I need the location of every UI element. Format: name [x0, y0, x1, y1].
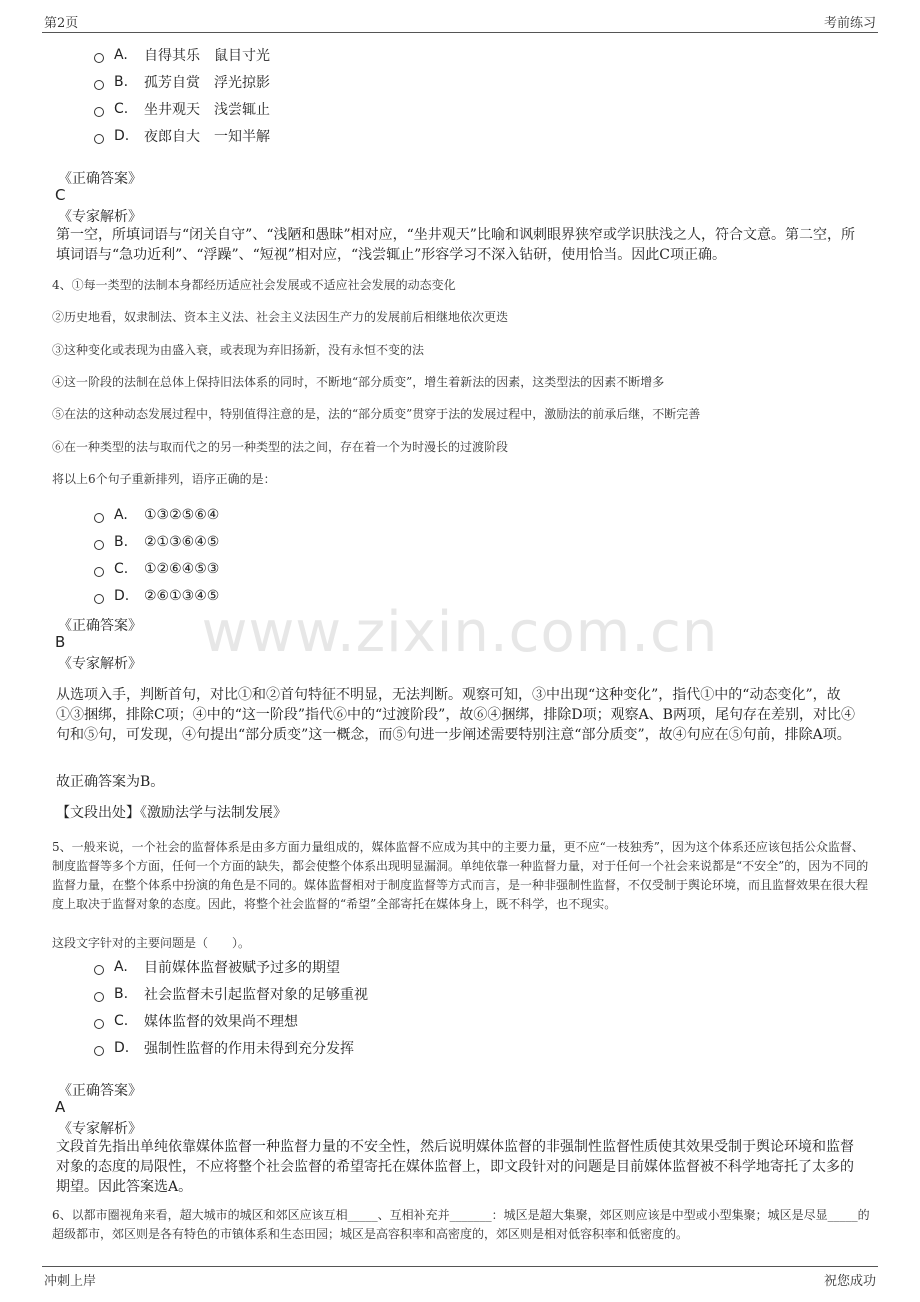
option-c[interactable]	[94, 1010, 298, 1032]
conclusion-text: 故正确答案为B。	[56, 774, 165, 790]
option-text: 坐井观天 浅尝辄止	[144, 102, 270, 118]
answer-label: 《正确答案》	[58, 1083, 142, 1099]
option-d[interactable]	[94, 125, 270, 147]
radio-icon[interactable]	[94, 513, 104, 523]
answer-label: 《正确答案》	[58, 171, 142, 187]
radio-icon[interactable]	[94, 567, 104, 577]
question-text: 5、一般来说，一个社会的监督体系是由多方面力量组成的，媒体监督不应成为其中的主要力量，更不应“一枝独秀”，因为这个体系还应该包括公众监督、制度监督等多个方面，任何一个方面的缺失，都会使整个体系出现明显漏洞。单纯依靠一种监督力量，对于任何一个社会来说都是“不安全”的，因为不同的监督力量，在整个体系中扮演的角色是不同的。媒体监督相对于制度监督等方式而言，是一种非强制性监督，不仅受制于舆论环境，而且监督效果在很大程度上取决于监督对象的态度。因此，将整个社会监督的“希望”全部寄托在媒体身上，既不科学，也不现实。	[52, 840, 869, 911]
option-text: 强制性监督的作用未得到充分发挥	[144, 1041, 354, 1057]
option-text: 孤芳自赏 浮光掠影	[144, 75, 270, 91]
question-prompt: 这段文字针对的主要问题是（ ）。	[52, 936, 251, 950]
option-text: 媒体监督的效果尚不理想	[144, 1014, 298, 1030]
option-text: ①③②⑤⑥④	[144, 507, 220, 523]
option-d[interactable]	[94, 585, 219, 607]
header-divider	[42, 32, 878, 33]
question-prompt: 将以上6个句子重新排列，语序正确的是：	[52, 472, 276, 486]
radio-icon[interactable]	[94, 134, 104, 144]
question-line: ④这一阶段的法制在总体上保持旧法体系的同时，不断地“部分质变”，增生着新法的因素，这类型法的因素不断增多	[52, 375, 665, 389]
radio-icon[interactable]	[94, 1046, 104, 1056]
question-line: 4、①每一类型的法制本身都经历适应社会发展或不适应社会发展的动态变化	[52, 278, 456, 292]
analysis-label: 《专家解析》	[58, 209, 142, 225]
analysis-text: 从选项入手，判断首句，对比①和②首句特征不明显，无法判断。观察可知，③中出现“这种变化”，指代①中的“动态变化”，故①③捆绑，排除C项；④中的“这一阶段”指代⑥中的“过渡阶段”，故⑥④捆绑，排除D项；观察A、B两项，尾句存在差别，对比④句和⑤句，可发现，④句提出“部分质变”这一概念，而⑤句进一步阐述需要特别注意“部分质变”，故④句应在⑤句前，排除A项。	[56, 687, 855, 743]
radio-icon[interactable]	[94, 965, 104, 975]
watermark: www.zixin.com.cn	[201, 600, 719, 665]
option-a[interactable]	[94, 504, 219, 526]
option-a[interactable]	[94, 956, 340, 978]
option-a[interactable]	[94, 44, 270, 66]
option-text: 目前媒体监督被赋予过多的期望	[144, 960, 340, 976]
analysis-text: 文段首先指出单纯依靠媒体监督一种监督力量的不安全性，然后说明媒体监督的非强制性监督性质使其效果受制于舆论环境和监督对象的态度的局限性，不应将整个社会监督的希望寄托在媒体监督上，即文段针对的问题是目前媒体监督被不科学地寄托了太多的期望。因此答案选A。	[56, 1139, 854, 1195]
option-letter: A.	[114, 47, 128, 63]
answer-value: A	[55, 1098, 66, 1116]
option-c[interactable]	[94, 98, 270, 120]
option-c[interactable]	[94, 558, 219, 580]
footer-left: 冲刺上岸	[44, 1274, 97, 1289]
option-b[interactable]	[94, 71, 270, 93]
page-number: 第2页	[44, 16, 79, 31]
question-line: ⑤在法的这种动态发展过程中，特别值得注意的是，法的“部分质变”贯穿于法的发展过程中，激励法的前承后继，不断完善	[52, 407, 701, 421]
answer-value: C	[55, 186, 66, 204]
option-letter: B.	[114, 534, 129, 550]
radio-icon[interactable]	[94, 1019, 104, 1029]
option-d[interactable]	[94, 1037, 354, 1059]
option-letter: C.	[114, 1013, 129, 1029]
radio-icon[interactable]	[94, 80, 104, 90]
option-b[interactable]	[94, 983, 368, 1005]
question-text: 6、以都市圈视角来看，超大城市的城区和郊区应该互相_____、互相补充并_______：城区是超大集聚，郊区则应该是中型或小型集聚；城区是尽显_____的超级都市，郊区则是各有特色的市镇体系和生态田园；城区是高容积率和高密度的，郊区则是相对低容积率和低密度的。	[52, 1208, 870, 1241]
footer-divider	[42, 1266, 878, 1267]
analysis-label: 《专家解析》	[58, 1121, 142, 1137]
option-letter: D.	[114, 588, 130, 604]
option-text: ①②⑥④⑤③	[144, 561, 220, 577]
question-line: ②历史地看，奴隶制法、资本主义法、社会主义法因生产力的发展前后相继地依次更迭	[52, 310, 509, 324]
option-letter: D.	[114, 128, 130, 144]
radio-icon[interactable]	[94, 53, 104, 63]
option-letter: C.	[114, 101, 129, 117]
radio-icon[interactable]	[94, 594, 104, 604]
option-letter: D.	[114, 1040, 130, 1056]
question-line: ③这种变化或表现为由盛入衰，或表现为弃旧扬新，没有永恒不变的法	[52, 343, 425, 357]
option-letter: C.	[114, 561, 129, 577]
option-text: 夜郎自大 一知半解	[144, 129, 270, 145]
option-text: ②⑥①③④⑤	[144, 588, 220, 604]
option-letter: B.	[114, 74, 129, 90]
analysis-text: 第一空，所填词语与“闭关自守”、“浅陋和愚昧”相对应，“坐井观天”比喻和讽刺眼界狭窄或学识肤浅之人，符合文意。第二空，所填词语与“急功近利”、“浮躁”、“短视”相对应，“浅尝辄止”形容学习不深入钻研，使用恰当。因此C项正确。	[56, 227, 855, 263]
analysis-label: 《专家解析》	[58, 656, 142, 672]
option-letter: B.	[114, 986, 129, 1002]
radio-icon[interactable]	[94, 540, 104, 550]
option-letter: A.	[114, 959, 128, 975]
option-text: ②①③⑥④⑤	[144, 534, 220, 550]
header-title: 考前练习	[823, 16, 876, 31]
option-b[interactable]	[94, 531, 219, 553]
answer-value: B	[55, 633, 66, 651]
option-text: 自得其乐 鼠目寸光	[144, 48, 270, 64]
footer-right: 祝您成功	[823, 1274, 876, 1289]
option-text: 社会监督未引起监督对象的足够重视	[144, 987, 368, 1003]
radio-icon[interactable]	[94, 107, 104, 117]
answer-label: 《正确答案》	[58, 618, 142, 634]
source-text: 【文段出处】《激励法学与法制发展》	[56, 805, 287, 821]
radio-icon[interactable]	[94, 992, 104, 1002]
question-line: ⑥在一种类型的法与取而代之的另一种类型的法之间，存在着一个为时漫长的过渡阶段	[52, 440, 509, 454]
option-letter: A.	[114, 507, 128, 523]
